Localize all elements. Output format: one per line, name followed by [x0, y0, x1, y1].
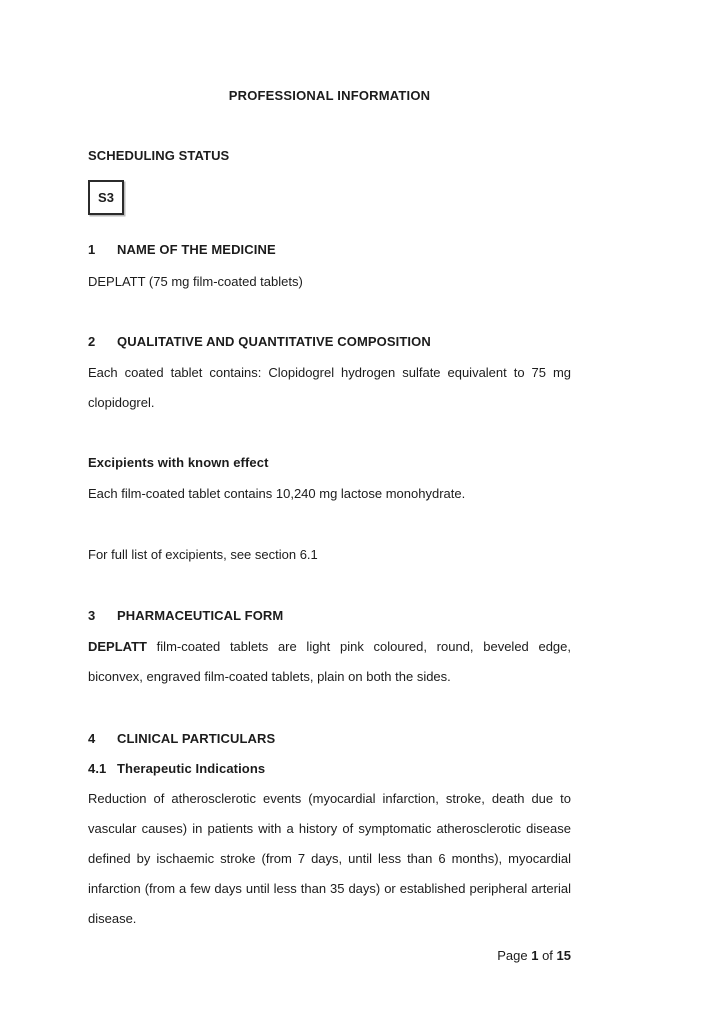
section-3-title: PHARMACEUTICAL FORM [117, 608, 284, 623]
document-title: PROFESSIONAL INFORMATION [228, 88, 431, 103]
section-4-1-number: 4.1 [88, 761, 107, 776]
section-1-body: DEPLATT (75 mg film-coated tablets) [88, 274, 303, 289]
section-4-title: CLINICAL PARTICULARS [117, 731, 276, 746]
scheduling-status-badge-label: S3 [98, 190, 114, 205]
section-2-title: QUALITATIVE AND QUANTITATIVE COMPOSITION [117, 334, 431, 349]
excipients-heading: Excipients with known effect [88, 455, 269, 470]
section-3-body-lead: DEPLATT [88, 639, 147, 654]
section-2-body: Each coated tablet contains: Clopidogrel hydrogen sulfate equivalent to 75 mg clopidogrel. [88, 365, 571, 410]
excipients-note: For full list of excipients, see section 6.1 [88, 547, 318, 562]
section-3-body-rest: film-coated tablets are light pink coloured, round, beveled edge, biconvex, engraved film-coated tablets, plain on both the sides. [88, 639, 571, 684]
page-footer [88, 948, 571, 964]
section-2-heading [88, 334, 571, 350]
section-4-number: 4 [88, 731, 96, 746]
footer-page-number: 1 [531, 948, 539, 963]
section-3-heading [88, 608, 571, 624]
section-3-number: 3 [88, 608, 96, 623]
scheduling-status-heading: SCHEDULING STATUS [88, 148, 230, 163]
section-1-number: 1 [88, 242, 96, 257]
section-4-heading [88, 731, 571, 747]
footer-of-label: of [538, 948, 557, 963]
section-1-title: NAME OF THE MEDICINE [117, 242, 276, 257]
section-3-body [88, 632, 571, 692]
section-2-number: 2 [88, 334, 96, 349]
section-1-heading [88, 242, 571, 258]
footer-total-pages: 15 [556, 948, 571, 963]
footer-page-label: Page [497, 948, 532, 963]
excipients-body: Each film-coated tablet contains 10,240 mg lactose monohydrate. [88, 486, 466, 501]
section-4-1-title: Therapeutic Indications [117, 761, 266, 776]
section-4-1-heading [88, 761, 571, 777]
section-4-1-body: Reduction of atherosclerotic events (myocardial infarction, stroke, death due to vascular causes) in patients with a history of symptomatic atherosclerotic disease defined by ischaemic stroke (from 7 days, until less than 6 months), myocardial infarction (from a few days until less than 35 days) or established peripheral arterial disease. [88, 791, 571, 926]
scheduling-status-badge [88, 180, 124, 215]
